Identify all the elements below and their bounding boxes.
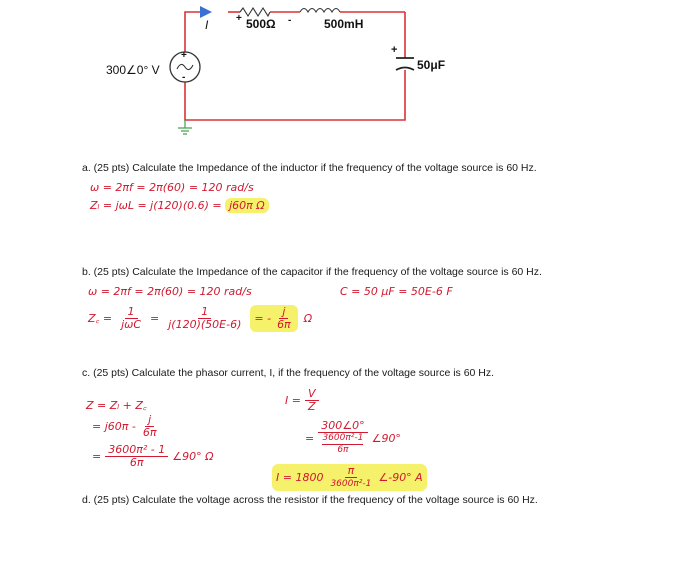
- work-a-zl: [90, 199, 269, 212]
- work-c-i-sub-den: [319, 433, 366, 456]
- work-c-z-expand-frac: [140, 414, 160, 439]
- work-c-i-sub-den-den: 6π: [337, 445, 349, 455]
- capacitor-icon: [396, 58, 414, 70]
- work-b-result: [250, 305, 297, 332]
- work-c-i-result-frac: [327, 465, 374, 490]
- work-c-i-result-lhs: I = 1800: [276, 471, 324, 484]
- work-c-z-sum: Z = Zₗ + Z꜀: [86, 399, 147, 412]
- work-b-result-unit: Ω: [303, 312, 313, 325]
- current-arrow-icon: [200, 6, 212, 18]
- work-c-z-expand-num: j: [145, 414, 154, 427]
- work-c-i-def-den: Z: [307, 400, 316, 413]
- work-c-z-result-angle: ∠90° Ω: [172, 450, 214, 463]
- work-b-result-frac: [274, 306, 294, 331]
- source-label: 300∠0° V: [106, 63, 160, 77]
- work-c-i-sub-num: 300∠0°: [318, 420, 367, 433]
- work-b-frac1-num: 1: [125, 306, 138, 319]
- capacitor-label: 50μF: [417, 58, 446, 72]
- work-c-z-expand-den: 6π: [142, 426, 157, 439]
- work-c-i-result-num: π: [345, 465, 358, 478]
- work-b-zc: [88, 305, 312, 332]
- work-b-zc-lhs: Z꜀ =: [88, 312, 113, 325]
- resistor-minus-sign: -: [288, 15, 292, 26]
- work-b-omega: ω = 2πf = 2π(60) = 120 rad/s: [88, 285, 252, 298]
- work-c-i-sub-eq: =: [305, 431, 315, 445]
- right-wire-lower: [185, 70, 405, 120]
- work-c-z-result-frac: [105, 444, 168, 469]
- work-c-i-def-frac: [305, 388, 319, 413]
- work-c-i-sub-angle: ∠90°: [371, 431, 401, 445]
- work-c-i-sub-den-num: 3600π²-1: [322, 433, 364, 443]
- work-b-result-num: j: [279, 306, 288, 319]
- work-c-z-result-den: 6π: [129, 456, 144, 469]
- work-c-i-result-den: 3600π²-1: [330, 479, 372, 489]
- work-b-result-den: 6π: [277, 318, 291, 331]
- work-c-i-def-lhs: I =: [285, 394, 301, 407]
- capacitor-plus-sign: +: [391, 44, 398, 56]
- question-d: d. (25 pts) Calculate the voltage across the resistor if the frequency of the voltage source is 60 Hz.: [82, 494, 538, 506]
- work-b-frac1: [118, 306, 144, 331]
- inductor-icon: [300, 9, 340, 13]
- source-plus-sign: +: [181, 50, 187, 61]
- work-a-omega: ω = 2πf = 2π(60) = 120 rad/s: [90, 181, 254, 194]
- current-label: I: [205, 18, 209, 32]
- work-c-z-expand: [92, 414, 159, 439]
- work-c-i-def-num: V: [305, 388, 319, 401]
- work-c-i-def: [285, 388, 319, 413]
- work-c-z-result-num: 3600π² - 1: [105, 444, 168, 457]
- work-c-z-expand-a: = j60π -: [92, 420, 136, 433]
- work-b-frac2: [165, 306, 244, 331]
- work-c-i-result-angle: ∠-90° A: [378, 471, 423, 484]
- work-b-eq: =: [150, 312, 160, 325]
- work-b-capacitance: C = 50 μF = 50E-6 F: [340, 285, 453, 298]
- resistor-label: 500Ω: [246, 17, 276, 31]
- resistor-plus-sign: +: [236, 13, 242, 24]
- wires: [185, 12, 405, 120]
- work-b-frac1-den: jωC: [121, 318, 142, 331]
- ground-icon: [178, 120, 192, 134]
- work-b-frac2-den: j(120)(50E-6): [168, 318, 242, 331]
- work-a-zl-expr: Zₗ = jωL = j(120)(0.6) =: [90, 199, 226, 212]
- work-c-z-result-eq: =: [92, 450, 102, 463]
- question-c: c. (25 pts) Calculate the phasor current, I, if the frequency of the voltage source is 60 Hz.: [82, 367, 495, 379]
- work-c-i-result: [272, 464, 427, 491]
- inductor-label: 500mH: [324, 17, 364, 31]
- work-b-result-minus: = -: [254, 312, 272, 325]
- question-a: a. (25 pts) Calculate the Impedance of the inductor if the frequency of the voltage source is 60 Hz.: [82, 162, 537, 174]
- source-minus-sign: -: [182, 72, 186, 83]
- question-b: b. (25 pts) Calculate the Impedance of the capacitor if the frequency of the voltage source is 60 Hz.: [82, 266, 542, 278]
- work-a-zl-result: j60π Ω: [225, 198, 269, 213]
- resistor-icon: [240, 8, 270, 16]
- work-c-z-result: [92, 444, 213, 469]
- top-left-wire: [185, 12, 200, 52]
- work-c-i-sub: [305, 420, 401, 456]
- work-c-i-sub-frac: [318, 420, 367, 456]
- work-b-frac2-num: 1: [198, 306, 211, 319]
